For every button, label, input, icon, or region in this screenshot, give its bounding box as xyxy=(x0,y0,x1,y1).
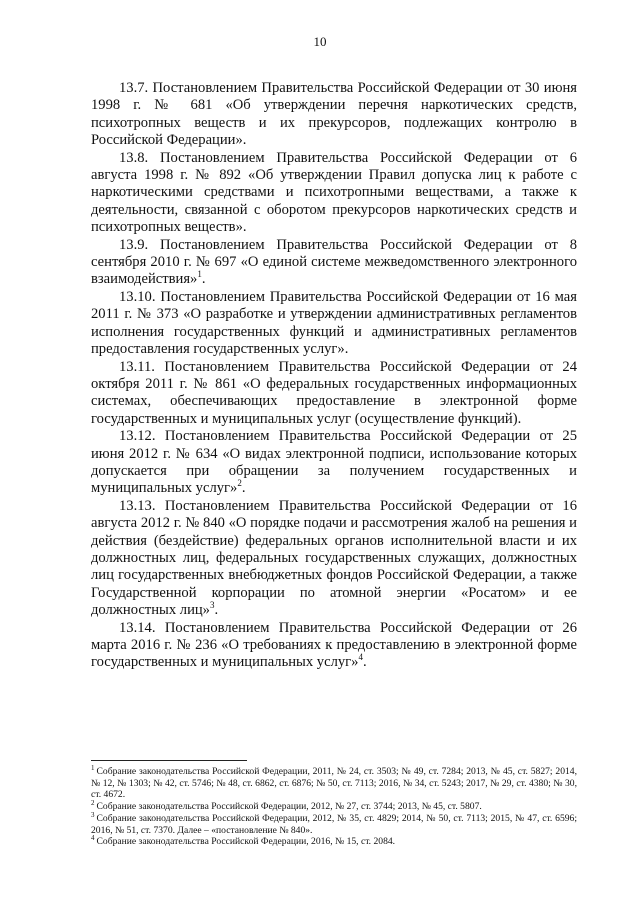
paragraph-text: 13.11. Постановлением Правительства Российской Федерации от 24 октября 2011 г. № 861 «О федеральных государственных информационных системах, обеспечивающих предоставление в электронной форме государственных и муниципальных услуг (осуществление функций). xyxy=(91,358,577,427)
paragraph-text: 13.13. Постановлением Правительства Российской Федерации от 16 августа 2012 г. № 840 «О порядке подачи и рассмотрения жалоб на решения и действия (бездействие) федеральных органов исполнительной власти и их должностных лиц, федеральных государственных служащих, должностных лиц государственных внебюджетных фондов Российской Федерации, а также Государственной корпорации по атомной энергии «Росатом» и ее должностных лиц» xyxy=(91,497,577,619)
footnote-ref: 2 xyxy=(237,478,242,489)
paragraph-text: 13.10. Постановлением Правительства Российской Федерации от 16 мая 2011 г. № 373 «О разработке и утверждении административных регламентов исполнения государственных функций и административных регламентов предоставления государственных услуг». xyxy=(91,288,577,358)
footnote-4 xyxy=(91,836,577,848)
footnote-text: Собрание законодательства Российской Федерации, 2011, № 24, ст. 3503; № 49, ст. 7284; 2013, № 45, ст. 5827; 2014, № 12, № 1303; № 42, ст. 5746; № 48, ст. 6862, ст. 6876; № 50, ст. 7113; 2016, № 34, ст. 5243; 2017, № 29, ст. 4380; № 30, ст. 4672. xyxy=(91,766,577,801)
paragraph-13-7 xyxy=(91,80,577,150)
paragraph-13-8 xyxy=(91,150,577,237)
footnotes xyxy=(91,763,577,848)
footnote-3 xyxy=(91,810,577,836)
page-number: 10 xyxy=(313,34,327,49)
paragraph-text: 13.8. Постановлением Правительства Российской Федерации от 6 августа 1998 г. № 892 «Об утверждении Правил допуска лиц к работе с наркотическими средствами и психотропными веществами, а также к деятельности, связанной с оборотом прекурсоров наркотических средств и психотропных веществ». xyxy=(91,149,577,236)
paragraph-13-12: 13.12. Постановлением Правительства Российской Федерации от 25 июня 2012 г. № 634 «О видах электронной подписи, использование которых допускается при обращении за получением государственных и муниципальных услуг»$^2$. xyxy=(91,428,577,497)
footnote-ref: 1 xyxy=(197,269,202,280)
paragraph-text: 13.9. Постановлением Правительства Российской Федерации от 8 сентября 2010 г. № 697 «О единой системе межведомственного электронного взаимодействия» xyxy=(91,236,577,288)
paragraph-13-13: 13.13. Постановлением Правительства Российской Федерации от 16 августа 2012 г. № 840 «О порядке подачи и рассмотрения жалоб на решения и действия (бездействие) федеральных органов исполнительной власти и их должностных лиц, федеральных государственных служащих, должностных лиц государственных внебюджетных фондов Российской Федерации, а также Государственной корпорации по атомной энергии «Росатом» и ее должностных лиц»$^3$. xyxy=(91,497,577,619)
footnote-mark: 1 xyxy=(91,763,95,772)
footnote-mark: 4 xyxy=(91,834,95,843)
footnote-divider xyxy=(91,760,247,761)
footnote-ref: 4 xyxy=(358,652,363,663)
paragraph-text: 13.12. Постановлением Правительства Российской Федерации от 25 июня 2012 г. № 634 «О видах электронной подписи, использование которых допускается при обращении за получением государственных и муниципальных услуг» xyxy=(91,428,577,497)
paragraph-text: 13.7. Постановлением Правительства Российской Федерации от 30 июня 1998 г. № 681 «Об утверждении перечня наркотических средств, психотропных веществ и их прекурсоров, подлежащих контролю в Российской Федерации». xyxy=(91,80,577,149)
paragraph-13-14: 13.14. Постановлением Правительства Российской Федерации от 26 марта 2016 г. № 236 «О требованиях к предоставлению в электронной форме государственных и муниципальных услуг»$^4$. xyxy=(91,619,577,671)
footnote-text: Собрание законодательства Российской Федерации, 2012, № 35, ст. 4829; 2014, № 50, ст. 7113; 2015, № 47, ст. 6596; 2016, № 51, ст. 7370. Далее – «постановление № 840». xyxy=(91,812,577,836)
footnote-ref: 3 xyxy=(209,600,215,611)
footnote-text: Собрание законодательства Российской Федерации, 2012, № 27, ст. 3744; 2013, № 45, ст. 5807. xyxy=(96,801,482,813)
paragraph-13-9: 13.9. Постановлением Правительства Российской Федерации от 8 сентября 2010 г. № 697 «О единой системе межведомственного электронного взаимодействия»$^1$. xyxy=(91,236,577,288)
footnote-text: Собрание законодательства Российской Федерации, 2016, № 15, ст. 2084. xyxy=(96,836,396,848)
footnote-mark: 3 xyxy=(91,810,95,819)
footnote-mark: 2 xyxy=(91,798,95,807)
footnote-2 xyxy=(91,798,577,813)
footnote-1 xyxy=(91,763,577,801)
body-text xyxy=(91,80,577,672)
paragraph-text: 13.14. Постановлением Правительства Российской Федерации от 26 марта 2016 г. № 236 «О требованиях к предоставлению в электронной форме государственных и муниципальных услуг» xyxy=(91,619,577,671)
paragraph-13-10 xyxy=(91,289,577,359)
paragraph-13-11 xyxy=(91,359,577,429)
